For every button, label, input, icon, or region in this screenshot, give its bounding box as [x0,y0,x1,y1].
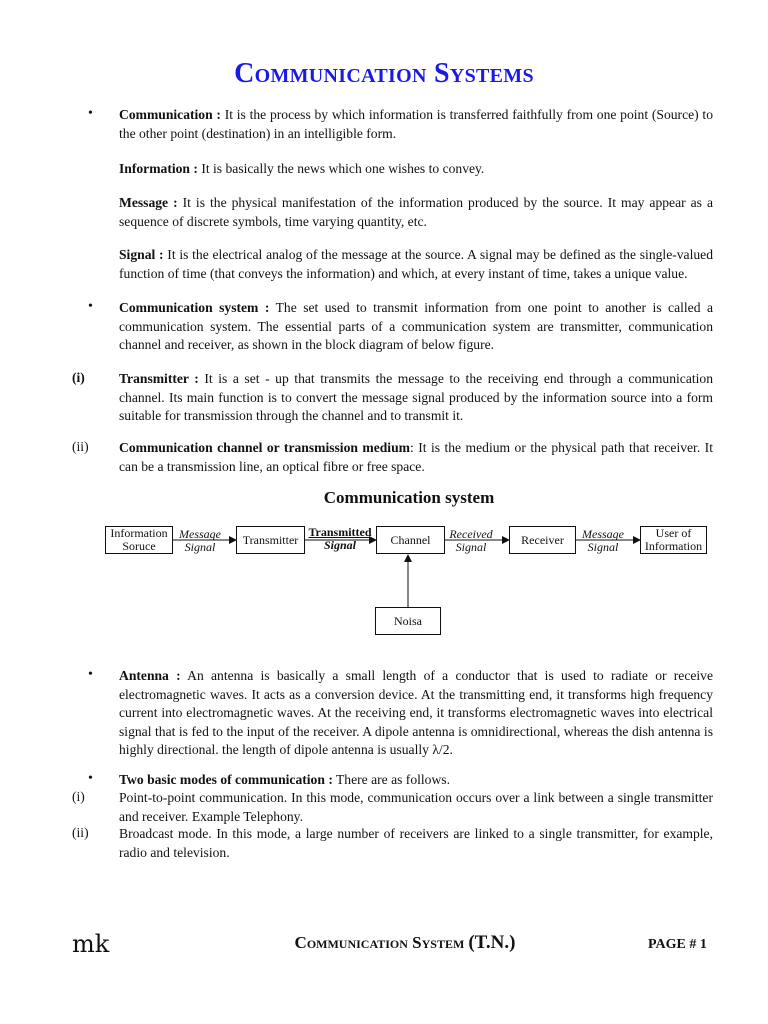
channel-marker: (ii) [72,439,89,454]
user-block-line2: Information [644,539,703,553]
mode-1-marker: (i) [72,789,85,804]
message-signal-1-line2: Signal [184,540,216,554]
footer-title-text: Communication System [294,933,465,952]
message-text: It is the physical manifestation of the information produced by the source. It may appear as a sequence of discrete symbols, time varying quantity, etc. [119,195,714,229]
signal-term: Signal : [119,247,164,262]
message-signal-label-1 [173,528,227,554]
communication-text: It is the process by which information is transferred faithfully from one point (Source) to the other point (destination) in an intelligible form. [119,107,714,141]
information-term: Information : [119,161,198,176]
noise-block-label: Noisa [394,613,422,628]
received-signal-line1: Received [449,527,493,541]
receiver-block [509,526,576,554]
information-text: It is basically the news which one wishes to convey. [197,161,485,176]
information-source-line2: Soruce [122,539,156,553]
information-source-line1: Information [110,526,168,540]
transmitted-signal-line1: Transmitted [308,525,372,539]
antenna-text: An antenna is basically a small length of a conductor that is used to radiate or receive electromagnetic waves. It acts as a conversion device. At the transmitting end, it transforms high frequency current into electromagnetic waves. At the receiving end, it transforms electromagnetic waves into electrical signal that is fed to the input of the receiver. A dipole antenna is omnidirectional, whereas the dish antenna is highly directional. the length of dipole antenna is usually λ/2. [119,668,713,757]
bullet-modes: • [88,771,93,786]
modes-text: There are as follows. [332,772,450,787]
transmitter-block [236,526,305,554]
channel-term: Communication channel or transmission medium [119,440,410,455]
transmitter-text: It is a set - up that transmits the message to the receiving end through a communication channel. Its main function is to convert the message signal produced by the information source into a form suitable for transmission through the channel and to transmit it. [119,371,713,423]
transmitted-signal-label [306,526,374,552]
channel-block [376,526,445,554]
message-signal-label-2 [576,528,630,554]
transmitter-block-label: Transmitter [242,532,299,547]
message-term: Message : [119,195,178,210]
channel-block-label: Channel [390,532,431,547]
message-signal-2-line2: Signal [587,540,619,554]
transmitter-term: Transmitter : [119,371,199,386]
signal-text: It is the electrical analog of the message at the source. A signal may be defined as the single-valued function of time (that conveys the information) and which, at every instant of time, takes a unique value. [119,247,713,281]
receiver-block-label: Receiver [521,532,564,547]
noise-block [375,607,441,635]
modes-term: Two basic modes of communication : [119,772,333,787]
mode-2-marker: (ii) [72,825,89,840]
channel-text: : It is the medium or the physical path that receiver. It can be a transmission line, an optical fibre or free space. [119,440,713,474]
mode-1-text: Point-to-point communication. In this mode, communication occurs over a link between a single transmitter and receiver. Example Telephony. [119,790,713,824]
bullet-antenna: • [88,667,93,682]
message-signal-1-line1: Message [179,527,221,541]
footer-tag: (T.N.) [468,932,516,953]
comm-system-text: The set used to transmit information from one point to another is called a communication system. The essential parts of a communication system are transmitter, communication channel and receiver, as shown in the block diagram of below figure. [119,300,713,352]
transmitter-marker: (i) [72,370,85,385]
received-signal-line2: Signal [455,540,487,554]
antenna-term: Antenna : [119,668,181,683]
bullet-communication: • [88,106,93,121]
page-title: Communication Systems [234,58,534,89]
user-block-line1: User of [655,526,692,540]
modes-paragraph [119,771,713,790]
publisher-logo: mk [72,930,110,958]
received-signal-label [444,528,498,554]
antenna-paragraph [119,667,713,760]
transmitted-signal-line2: Signal [323,538,356,552]
information-source-block [105,526,173,554]
diagram-caption: Communication system [323,488,495,507]
mode-2-text: Broadcast mode. In this mode, a large number of receivers are linked to a single transmitter, for example, radio and television. [119,826,713,860]
page-number: PAGE # 1 [648,937,707,952]
comm-system-term: Communication system : [119,300,270,315]
communication-term: Communication : [119,107,221,122]
message-signal-2-line1: Message [582,527,624,541]
user-of-information-block [640,526,707,554]
bullet-comm-system: • [88,299,93,314]
